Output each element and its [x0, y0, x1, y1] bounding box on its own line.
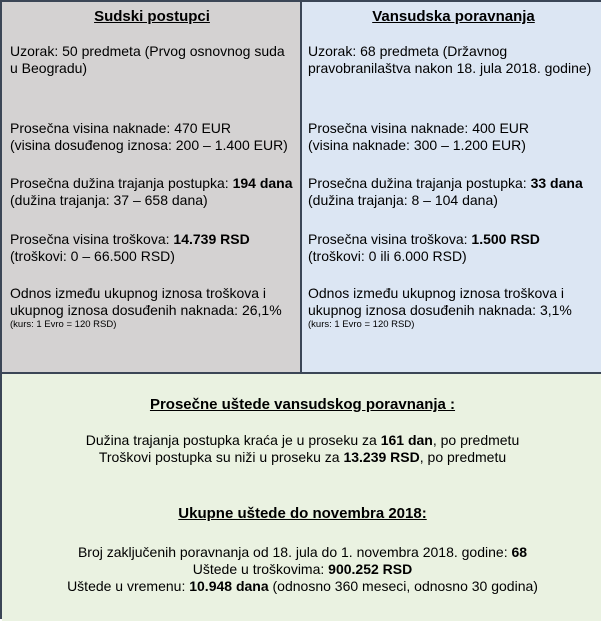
- settlements-costs: [308, 231, 599, 265]
- total-savings-lines: [2, 544, 601, 595]
- average-savings-title: Prosečne uštede vansudskog poravnanja :: [149, 396, 456, 413]
- court-duration-range: (dužina trajanja: 37 – 658 dana): [10, 192, 208, 208]
- settlements-column: [302, 2, 601, 372]
- settlements-compensation-average: Prosečna visina naknade: 400 EUR: [308, 120, 530, 136]
- average-savings-duration: Dužina trajanja postupka kraća je u proseku za 161 dan, po predmetu: [85, 432, 520, 448]
- settlements-compensation: [308, 120, 599, 154]
- settlements-ratio-text: Odnos između ukupnog iznosa troškova i ukupnog iznosa dosuđenih naknada: 3,1%: [308, 285, 572, 318]
- settlements-title: Vansudska poravnanja: [372, 8, 535, 25]
- settlements-ratio: [308, 285, 599, 331]
- settlements-costs-label: Prosečna visina troškova:: [308, 231, 472, 247]
- court-costs-range: (troškovi: 0 – 66.500 RSD): [10, 248, 175, 264]
- settlements-duration-range: (dužina trajanja: 8 – 104 dana): [308, 192, 498, 208]
- settlements-costs-value: 1.500 RSD: [471, 231, 540, 247]
- court-sample: Uzorak: 50 predmeta (Prvog osnovnog suda u Beogradu): [10, 43, 285, 76]
- settlements-duration-value: 33 dana: [530, 175, 583, 191]
- total-savings-title: Ukupne uštede do novembra 2018:: [178, 505, 427, 522]
- settlements-duration: [308, 175, 599, 209]
- total-cost-savings-value: 900.252 RSD: [328, 561, 413, 577]
- average-savings-lines: [2, 432, 601, 466]
- settlements-exchange-rate: (kurs: 1 Evro = 120 RSD): [308, 319, 415, 330]
- court-proceedings-column: [2, 2, 302, 372]
- court-costs-value: 14.739 RSD: [173, 231, 250, 247]
- average-savings-duration-value: 161 dan: [380, 432, 433, 448]
- total-cost-savings: Uštede u troškovima: 900.252 RSD: [192, 561, 413, 577]
- court-compensation: [10, 120, 296, 154]
- court-proceedings-title: Sudski postupci: [94, 8, 210, 25]
- total-settlements-count: Broj zaključenih poravnanja od 18. jula do 1. novembra 2018. godine: 68: [77, 544, 528, 560]
- total-settlements-count-value: 68: [511, 544, 528, 560]
- total-time-savings: Uštede u vremenu: 10.948 dana (odnosno 360 meseci, odnosno 30 godina): [67, 578, 538, 594]
- court-ratio-text: Odnos između ukupnog iznosa troškova i ukupnog iznosa dosuđenih naknada: 26,1%: [10, 285, 282, 318]
- court-compensation-average: Prosečna visina naknade: 470 EUR: [10, 120, 232, 136]
- court-costs-label: Prosečna visina troškova:: [10, 231, 174, 247]
- court-ratio: [10, 285, 296, 331]
- settlements-compensation-range: (visina naknade: 300 – 1.200 EUR): [308, 137, 526, 153]
- court-costs: [10, 231, 296, 265]
- court-exchange-rate: (kurs: 1 Evro = 120 RSD): [10, 319, 117, 330]
- total-time-savings-value: 10.948 dana: [189, 578, 269, 594]
- settlements-duration-label: Prosečna dužina trajanja postupka:: [308, 175, 531, 191]
- court-duration-value: 194 dana: [232, 175, 293, 191]
- court-duration: [10, 175, 296, 209]
- settlements-costs-range: (troškovi: 0 ili 6.000 RSD): [308, 248, 467, 264]
- savings-section: [2, 372, 601, 621]
- court-compensation-range: (visina dosuđenog iznosa: 200 – 1.400 EUR): [10, 137, 288, 153]
- average-savings-costs-value: 13.239 RSD: [343, 449, 420, 465]
- average-savings-costs: Troškovi postupka su niži u proseku za 13.239 RSD, po predmetu: [98, 449, 507, 465]
- settlements-sample: Uzorak: 68 predmeta (Državnog pravobranilaštva nakon 18. jula 2018. godine): [308, 43, 592, 76]
- court-duration-label: Prosečna dužina trajanja postupka:: [10, 175, 233, 191]
